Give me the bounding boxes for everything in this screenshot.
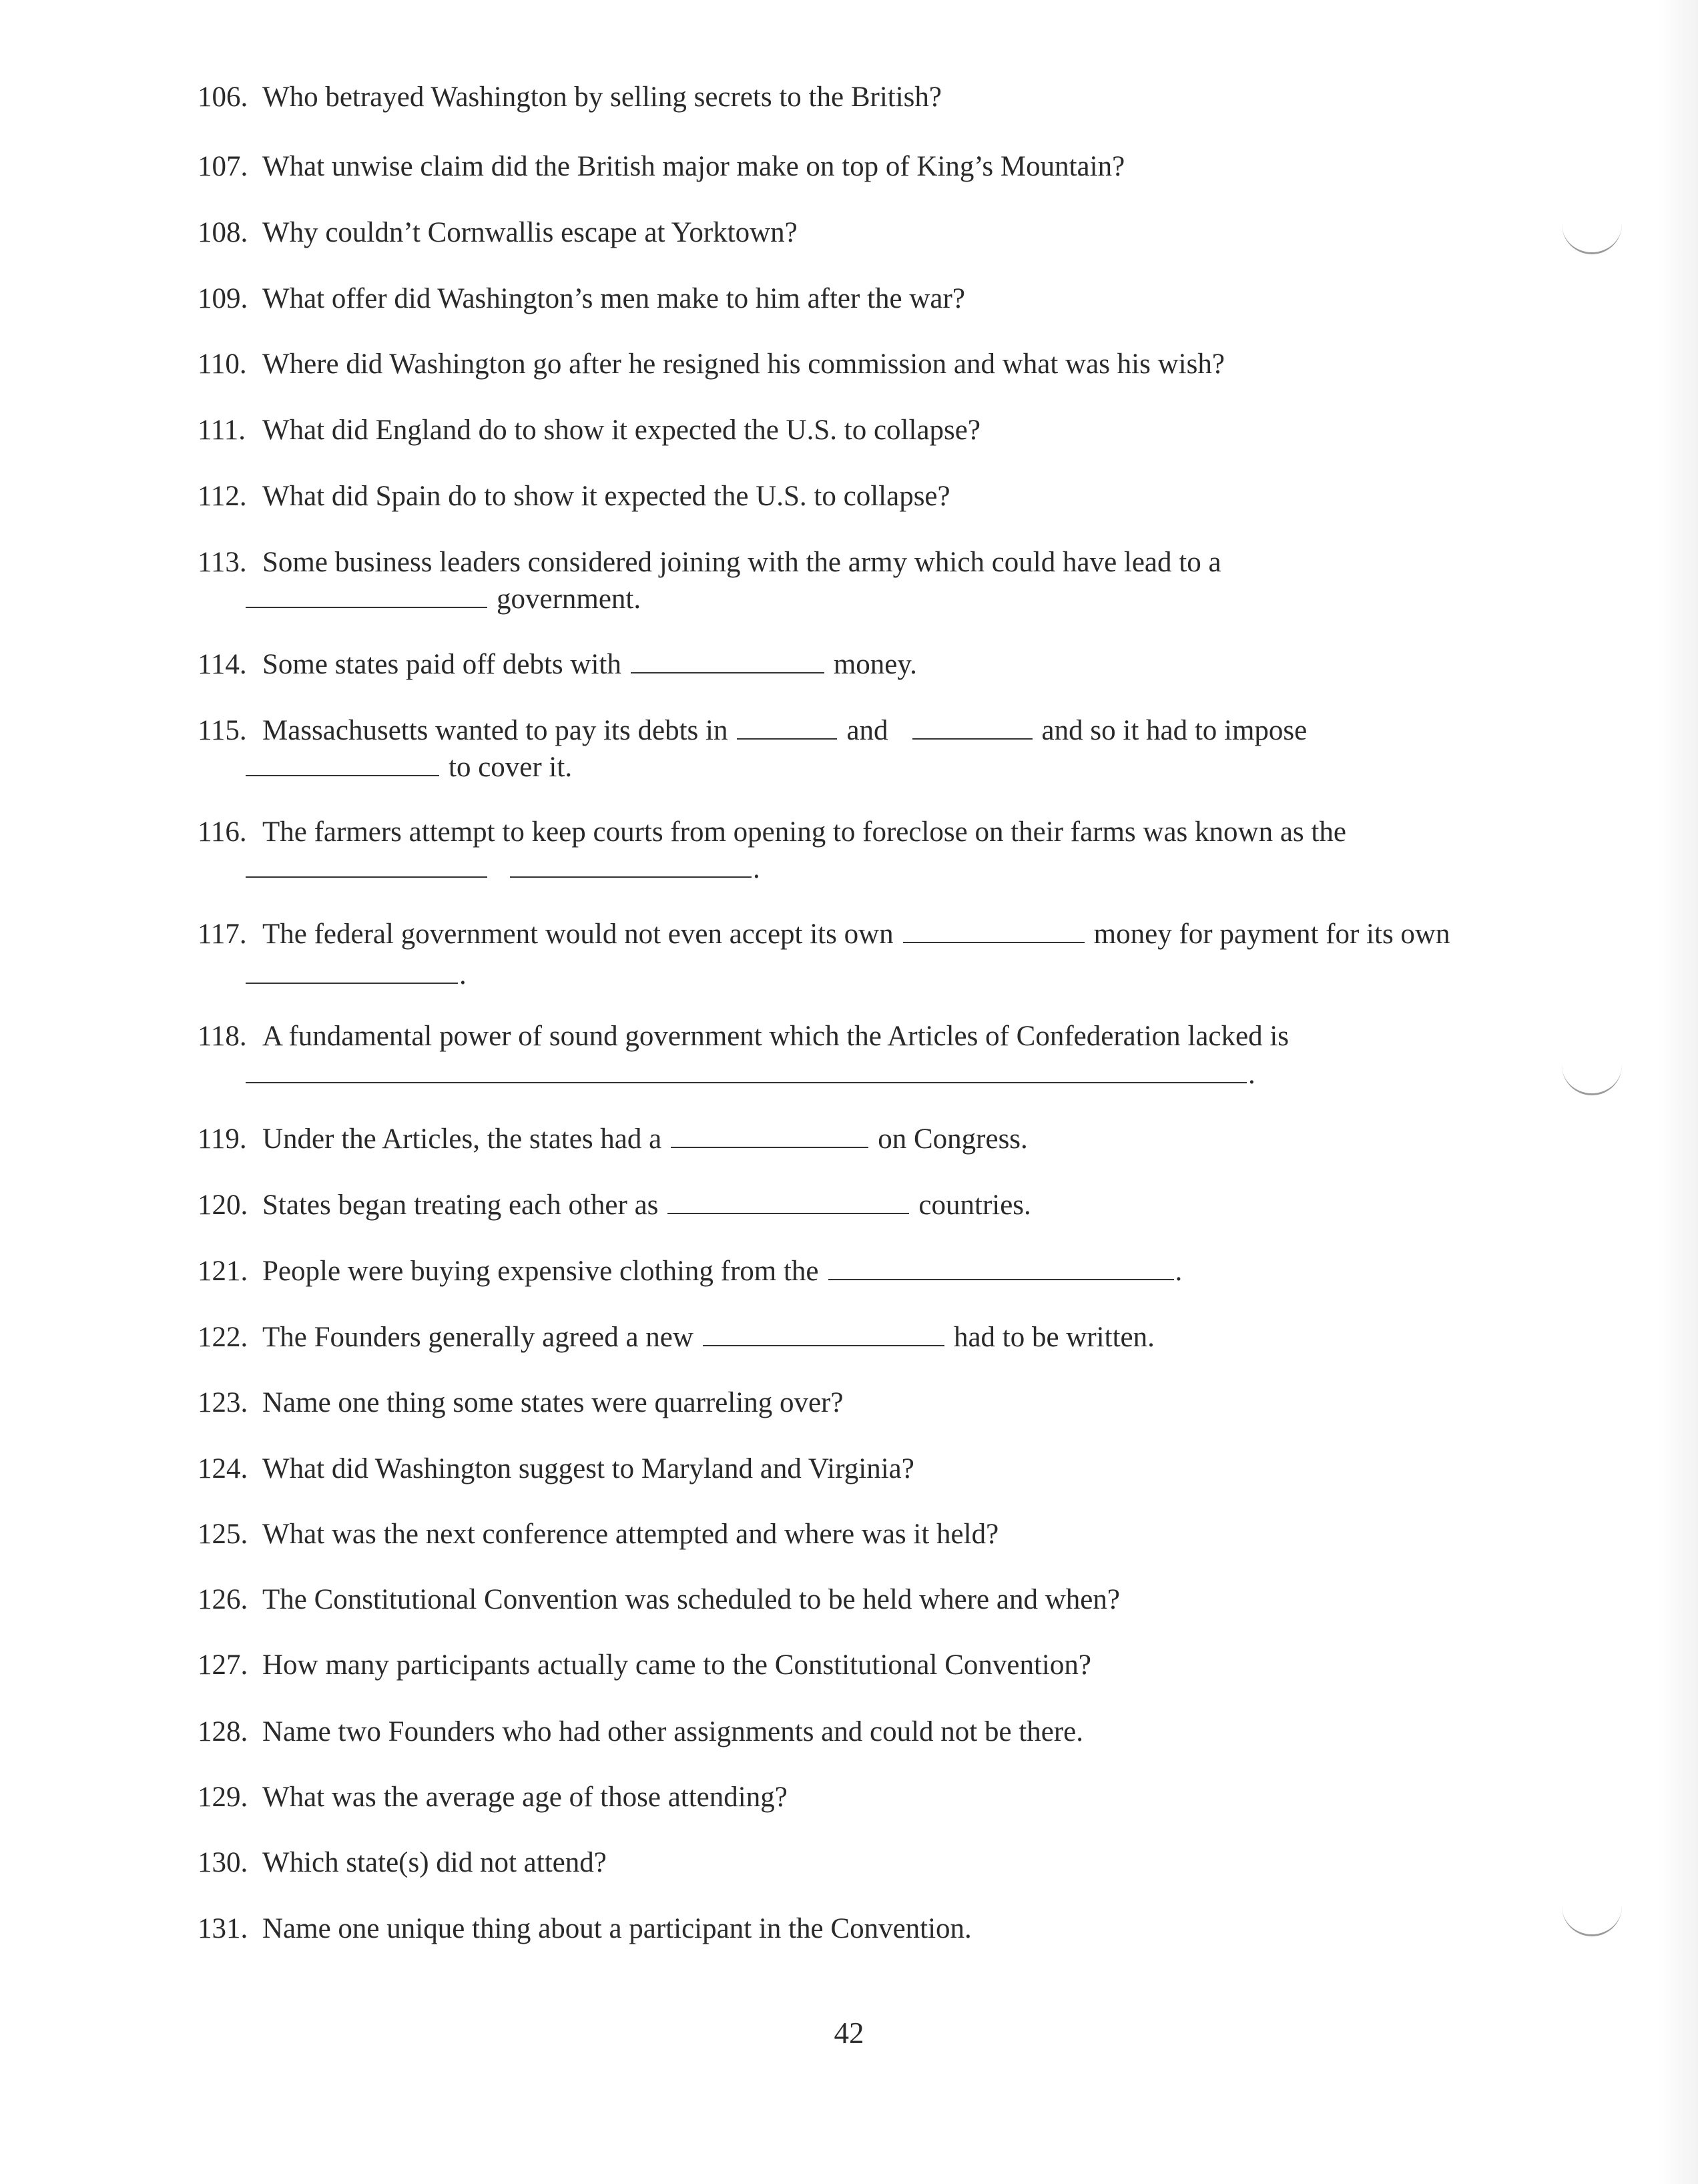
question-text: People were buying expensive clothing from the [262,1256,819,1287]
question-111 [198,412,980,449]
question-number: 129. [198,1782,248,1813]
question-number: 108. [198,217,248,248]
question-number: 130. [198,1847,248,1878]
answer-blank[interactable] [667,1213,909,1214]
question-124 [198,1450,914,1488]
answer-blank[interactable] [737,738,837,740]
question-text: What was the average age of those attending? [262,1782,788,1813]
answer-blank[interactable] [912,738,1033,740]
question-text: Name one thing some states were quarreling over? [262,1387,844,1418]
question-text: What was the next conference attempted and where was it held? [262,1519,999,1550]
question-108 [198,214,798,252]
question-text: to cover it. [449,752,573,783]
question-122 [198,1319,1155,1356]
page-edge-shadow [1658,0,1698,2184]
question-text: States began treating each other as [262,1189,659,1221]
question-text: and so it had to impose [1041,715,1308,746]
question-number: 115. [198,715,247,746]
answer-blank[interactable] [828,1279,1174,1280]
answer-blank[interactable] [631,672,824,673]
answer-blank[interactable] [703,1345,944,1346]
question-text: The Founders generally agreed a new [262,1322,693,1353]
question-116-continuation: . [246,850,760,888]
question-text: What unwise claim did the British major make on top of King’s Mountain? [262,151,1125,182]
question-text: How many participants actually came to the Constitutional Convention? [262,1649,1091,1681]
question-number: 131. [198,1913,248,1944]
question-text: Some states paid off debts with [262,649,621,680]
question-114 [198,646,917,684]
question-text: government. [497,583,641,615]
question-text: Some business leaders considered joining with the army which could have lead to a [262,547,1221,578]
question-number: 118. [198,1021,247,1052]
question-129 [198,1779,788,1816]
question-115-continuation [246,749,572,786]
question-number: 117. [198,918,247,950]
question-text: had to be written. [953,1322,1155,1353]
question-125 [198,1516,999,1553]
question-text: money. [833,649,917,680]
punch-hole-middle [1562,1053,1622,1095]
question-128 [198,1713,1083,1751]
question-text: Name one unique thing about a participant in the Convention. [262,1913,972,1944]
question-115 [198,712,1307,750]
question-number: 126. [198,1584,248,1615]
question-113 [198,544,1221,581]
question-number: 106. [198,81,248,113]
question-number: 107. [198,151,248,182]
question-text: The Constitutional Convention was scheduled to be held where and when? [262,1584,1120,1615]
answer-blank[interactable] [246,876,487,878]
question-number: 125. [198,1519,248,1550]
question-text: money for payment for its own [1093,918,1450,950]
question-107 [198,148,1125,186]
question-text: What did England do to show it expected the U.S. to collapse? [262,415,980,446]
question-126 [198,1581,1120,1619]
question-text: Who betrayed Washington by selling secrets to the British? [262,81,942,113]
question-110 [198,346,1225,383]
question-118-continuation: . [246,1056,1255,1093]
question-number: 110. [198,348,247,380]
question-number: 113. [198,547,247,578]
question-112 [198,478,950,515]
question-127 [198,1647,1091,1684]
page-number: 42 [834,2016,864,2050]
answer-blank[interactable] [246,607,487,608]
question-number: 114. [198,649,247,680]
question-109 [198,280,965,318]
question-text: Name two Founders who had other assignments and could not be there. [262,1716,1084,1747]
question-106 [198,79,942,116]
question-text: countries. [918,1189,1031,1221]
question-text: on Congress. [878,1123,1028,1155]
question-text: Why couldn’t Cornwallis escape at Yorktown? [262,217,798,248]
question-130 [198,1844,607,1882]
punch-hole-top [1562,212,1622,254]
question-number: 111. [198,415,246,446]
question-121: 121. People were buying expensive clothing from the . [198,1253,1182,1290]
question-113-continuation [246,581,641,618]
question-119 [198,1121,1028,1158]
answer-blank[interactable] [671,1147,868,1148]
question-text: The farmers attempt to keep courts from opening to foreclose on their farms was known as the [262,816,1346,848]
question-131 [198,1910,972,1948]
question-117-continuation: . [246,957,467,994]
question-text: The federal government would not even accept its own [262,918,894,950]
question-text: Under the Articles, the states had a [262,1123,662,1155]
question-text: Massachusetts wanted to pay its debts in [262,715,728,746]
question-number: 120. [198,1189,248,1221]
question-118 [198,1018,1289,1055]
question-number: 109. [198,283,248,314]
question-117 [198,916,1450,953]
question-number: 112. [198,481,247,512]
answer-blank[interactable] [510,876,752,878]
question-number: 123. [198,1387,248,1418]
question-number: 128. [198,1716,248,1747]
answer-blank[interactable] [246,1082,1247,1083]
question-number: 122. [198,1322,248,1353]
question-text: What offer did Washington’s men make to him after the war? [262,283,965,314]
question-number: 124. [198,1453,248,1484]
answer-blank[interactable] [246,983,458,984]
answer-blank[interactable] [903,942,1085,943]
punch-hole-bottom [1562,1894,1622,1936]
question-number: 121. [198,1256,248,1287]
question-number: 116. [198,816,247,848]
question-text: What did Spain do to show it expected the U.S. to collapse? [262,481,950,512]
answer-blank[interactable] [246,775,439,776]
question-text: and [846,715,888,746]
question-text: A fundamental power of sound government which the Articles of Confederation lacked is [262,1021,1290,1052]
question-123 [198,1384,843,1422]
question-number: 127. [198,1649,248,1681]
question-text: Where did Washington go after he resigned his commission and what was his wish? [262,348,1225,380]
question-120 [198,1187,1031,1224]
question-number: 119. [198,1123,247,1155]
question-text: What did Washington suggest to Maryland and Virginia? [262,1453,914,1484]
question-116 [198,814,1346,851]
question-text: Which state(s) did not attend? [262,1847,607,1878]
